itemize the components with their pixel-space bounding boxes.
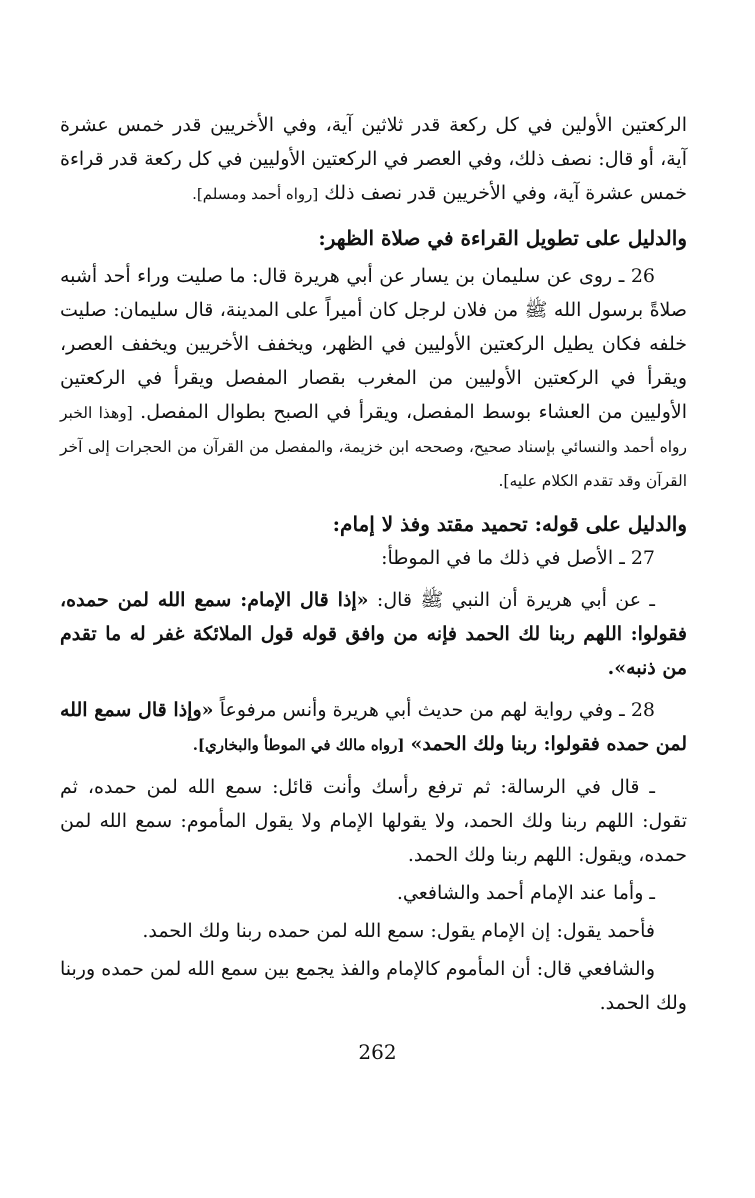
ahmad-opinion: فأحمد يقول: إن الإمام يقول: سمع الله لمن حمده ربنا ولك الحمد. <box>142 920 655 942</box>
paragraph-text: 26 ـ روى عن سليمان بن يسار عن أبي هريرة قال: ما صليت وراء أحد أشبه صلاةً برسول الله ﷺ من فلان لرجل كان أميراً على المدينة، قال سليمان: صليت خلفه فكان يطيل الركعتين الأوليين في الظهر، ويخفف الأخريين ويخفف العصر، ويقرأ في الركعتين الأوليين من المغرب بقصار المفصل ويقرأ في الركعتين الأوليين من العشاء بوسط المفصل، ويقرأ في الصبح بطوال المفصل. <box>60 265 687 423</box>
risala-quote: ـ قال في الرسالة: ثم ترفع رأسك وأنت قائل: سمع الله لمن حمده، ثم تقول: اللهم ربنا ولك الحمد، ولا يقولها الإمام ولا يقول المأموم: سمع الله لمن حمده، ويقول: اللهم ربنا ولك الحمد. <box>60 776 687 866</box>
hadith-27: 27 ـ الأصل في ذلك ما في الموطأ: <box>381 547 655 569</box>
ahmad-shafii-intro: ـ وأما عند الإمام أحمد والشافعي. <box>396 882 655 904</box>
paragraph-continuation <box>60 108 687 211</box>
shafii-opinion: والشافعي قال: أن المأموم كالإمام والفذ يجمع بين سمع الله لمن حمده وربنا ولك الحمد. <box>60 958 687 1014</box>
section-heading-dhuhr-recitation: والدليل على تطويل القراءة في صلاة الظهر: <box>318 226 687 250</box>
hadith-abu-hurayra <box>60 583 687 685</box>
hadith-28 <box>60 693 687 762</box>
section-heading-tahmid: والدليل على قوله: تحميد مقتد وفذ لا إمام: <box>332 512 687 536</box>
hadith-quote: «وإذا قال سمع الله لمن حمده فقولوا: ربنا ولك الحمد» <box>60 699 687 755</box>
hadith-26 <box>60 259 687 497</box>
paragraph-text: ـ عن أبي هريرة أن النبي ﷺ قال: <box>376 589 655 611</box>
hadith-reference: [رواه مالك في الموطأ والبخاري]. <box>192 736 405 754</box>
paragraph-text: الركعتين الأولين في كل ركعة قدر ثلاثين آية، وفي الأخريين قدر خمس عشرة آية، أو قال: نصف ذلك، وفي العصر في الركعتين الأوليين في كل ركعة قدر قراءة خمس عشرة آية، وفي الأخريين قدر نصف ذلك <box>60 114 687 204</box>
page-number: 262 <box>358 1040 397 1064</box>
hadith-quote: «إذا قال الإمام: سمع الله لمن حمده، فقولوا: اللهم ربنا لك الحمد فإنه من وافق قوله قول الملائكة غفر له ما تقدم من ذنبه». <box>60 589 687 679</box>
hadith-note: [وهذا الخبر رواه أحمد والنسائي بإسناد صحيح، وصححه ابن خزيمة، والمفصل من القرآن من الحجرات إلى آخر القرآن وقد تقدم الكلام عليه]. <box>60 404 687 490</box>
paragraph-text: 28 ـ وفي رواية لهم من حديث أبي هريرة وأنس مرفوعاً <box>219 699 655 721</box>
hadith-reference: [رواه أحمد ومسلم]. <box>192 185 319 203</box>
